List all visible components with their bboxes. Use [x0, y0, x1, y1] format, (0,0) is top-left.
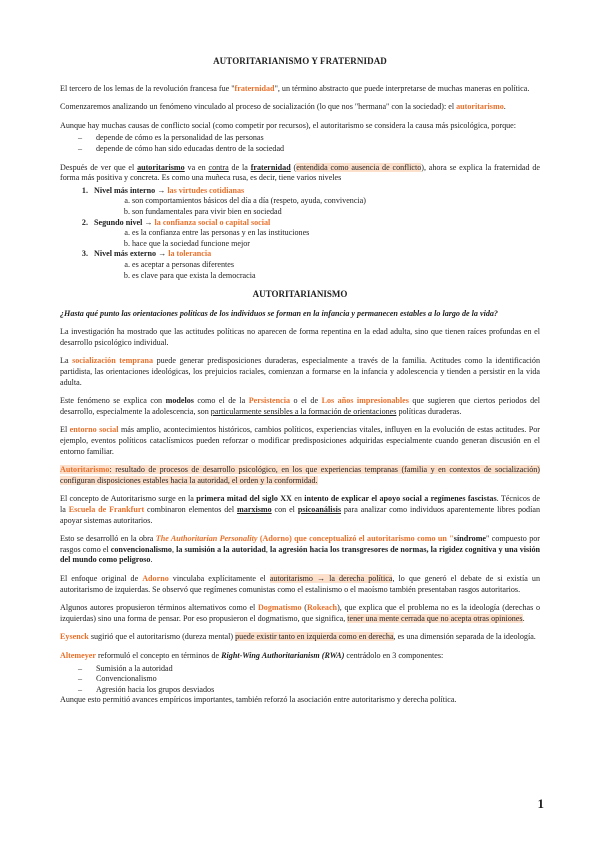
causes-list: [60, 133, 540, 154]
paragraph: [60, 465, 540, 486]
question: ¿Hasta qué punto las orientaciones políticas de los individuos se forman en la infancia y permanecen estables a lo largo de la vida?: [60, 308, 498, 318]
text: Dogmatismo: [257, 603, 302, 613]
text: centrádolo en 3 componentes:: [344, 650, 444, 660]
text: Comenzaremos analizando un fenómeno vinculado al proceso de socialización (lo que nos "hermana" con la sociedad): el: [60, 102, 457, 112]
highlight-fraternidad: fraternidad: [234, 83, 275, 93]
text: .: [522, 613, 525, 623]
text: autoritarismo: [137, 162, 185, 172]
text: Nivel más interno: [94, 185, 156, 195]
level-item: [90, 218, 540, 250]
text: " compuesto por rasgos como el: [60, 534, 540, 554]
text: puede existir tanto en izquierda como en derecha: [235, 632, 394, 642]
text: La: [60, 356, 73, 366]
text: marxismo: [237, 505, 272, 514]
text: puede generar predisposiciones duraderas, especialmente a través de la familia. Actitudes como la identificación partidista, las orientaciones ideológicas, los prejuicios raciales, comienzan a formarse en la infancia y adolescencia y tienden a persistir en la vida adulta.: [60, 356, 541, 387]
intro-paragraph: [60, 84, 540, 95]
paragraph: [60, 651, 540, 662]
text: Altemeyer: [60, 650, 96, 660]
text: sugirió que el autoritarismo (dureza mental): [88, 632, 236, 642]
text: ), que explica que el problema no es la ideología (derechas o izquierdas) sino una forma de pensar. Por eso propusieron el dogmatismo, que significa,: [60, 603, 540, 623]
text: contra: [208, 162, 229, 172]
text: intento de explicar el apoyo social a regímenes fascistas: [304, 494, 497, 504]
text: para analizar como individuos aparentemente libres podían apoyar sistemas autoritarios.: [60, 505, 540, 525]
text: El concepto de Autoritarismo surge en la: [60, 494, 197, 504]
text: que sugieren que ciertos periodos del desarrollo, especialmente la adolescencia, son: [60, 396, 541, 416]
text: políticas duraderas.: [396, 406, 462, 416]
text: la tolerancia: [168, 249, 212, 259]
text: El: [60, 425, 70, 435]
paragraph: [60, 356, 540, 388]
text-highlight: entendida como ausencia de conflicto: [296, 162, 422, 172]
list-item: b. son fundamentales para vivir bien en sociedad: [132, 207, 540, 218]
document-page: [60, 56, 540, 714]
list-item: – Sumisión a la autoridad: [78, 664, 540, 675]
text: (: [301, 603, 307, 613]
text: en: [291, 494, 305, 504]
text: ,: [171, 544, 177, 554]
text: Autoritarismo: [60, 465, 110, 475]
paragraph: [60, 494, 540, 526]
levels-list: [60, 186, 540, 281]
paragraph: [60, 632, 540, 643]
text: modelos: [165, 396, 194, 406]
level-item: [90, 249, 540, 281]
paragraph-socializacion: [60, 102, 540, 113]
text: con el: [271, 505, 298, 514]
text: (: [257, 534, 263, 544]
text: .: [503, 102, 506, 112]
text: particularmente sensibles a la formación de orientaciones: [210, 406, 397, 416]
text: más amplio, acontecimientos históricos, cambios políticos, experiencias vitales, influyen en la evolución de estas actitudes. Por ejemplo, eventos políticos cataclísmicos pueden reforzar o modificar predisposiciones adquiridas especialmente cuando generan discusión en el entorno familiar.: [60, 425, 540, 456]
paragraph: La investigación ha mostrado que las actitudes políticas no aparecen de forma repentina en la edad adulta, sino que tienen raíces profundas en el desarrollo psicológico individual.: [60, 327, 540, 347]
text: El tercero de los lemas de la revolución francesa fue ": [60, 83, 235, 93]
text: ) que conceptualizó el autoritarismo como un ": [289, 534, 454, 544]
list-item: a. es la confianza entre las personas y en las instituciones: [132, 228, 540, 239]
text: entorno social: [69, 425, 119, 435]
text: , lo que generó el debate de si existía un autoritarismo de izquierdas. Se observó que regímenes comunistas como el estalinismo o el maoísmo también presentaban rasgos autoritarios.: [60, 573, 541, 594]
list-item: a. son comportamientos básicos del día a día (respeto, ayuda, convivencia): [132, 196, 540, 207]
text: Algunos autores propusieron términos alternativos como el: [60, 603, 258, 613]
arrow-icon: →: [157, 185, 166, 195]
text: Right-Wing Authoritarianism (RWA): [221, 650, 345, 660]
list-item: – Agresión hacia los grupos desviados: [78, 685, 540, 696]
text: convencionalismo: [110, 544, 172, 554]
text: la sumisión a la autoridad: [176, 544, 266, 554]
list-item: – Convencionalismo: [78, 674, 540, 685]
list-item: a. es aceptar a personas diferentes: [132, 260, 540, 271]
text: las virtudes cotidianas: [167, 185, 245, 195]
text: va en: [184, 162, 209, 172]
text: Segundo nivel: [94, 217, 143, 227]
text: psicoanálisis: [297, 505, 341, 514]
text: Adorno: [262, 534, 290, 544]
text: .: [150, 555, 153, 565]
components-list: [60, 664, 540, 696]
text: . Técnicos de la: [60, 494, 541, 514]
paragraph: [60, 603, 540, 624]
text: tener una mente cerrada que no acepta otras opiniones: [347, 613, 523, 623]
level-item: [90, 186, 540, 218]
text: : resultado de procesos de desarrollo psicológico, en los que experiencias tempranas (familia y en contextos de socialización) configuran disposiciones estables hacia la autoridad, el orden y la conformidad.: [60, 465, 540, 485]
text: , es una dimensión separada de la ideología.: [393, 632, 536, 642]
list-item: b. es clave para que exista la democracia: [132, 271, 540, 282]
text: (: [290, 162, 297, 172]
text: ,: [265, 544, 270, 554]
arrow-icon: →: [144, 217, 153, 227]
text: Después de ver que el: [60, 162, 138, 172]
text: fraternidad: [250, 162, 291, 172]
text: síndrome: [453, 534, 487, 544]
text: Esto se desarrolló en la obra: [60, 534, 156, 544]
paragraph-causas: Aunque hay muchas causas de conflicto social (como competir por recursos), el autoritarismo se considera la causa más psicológica, porque:: [60, 120, 517, 130]
paragraph-fraternidad-niveles: [60, 163, 540, 184]
text: la confianza social o capital social: [154, 217, 271, 227]
text: Rokeach: [306, 603, 338, 613]
paragraph: [60, 396, 540, 417]
text: reformuló el concepto en términos de: [95, 650, 222, 660]
text: la agresión hacia los transgresores de normas, la rigidez cognitiva y una visión del mundo como peligroso: [60, 544, 540, 565]
text: primera mitad del siglo XX: [196, 494, 292, 504]
text: Los años impresionables: [321, 396, 409, 406]
list-item: – depende de cómo han sido educadas dentro de la sociedad: [78, 144, 540, 155]
text: de la: [228, 162, 251, 172]
text: socialización temprana: [72, 356, 154, 366]
text: combinaron elementos del: [144, 505, 238, 514]
section-title: AUTORITARIANISMO: [252, 289, 348, 300]
paragraph: Aunque esto permitió avances empíricos importantes, también reforzó la asociación entre autoritarismo y derecha política.: [60, 695, 457, 705]
list-item: – depende de cómo es la personalidad de las personas: [78, 133, 540, 144]
text: vinculaba explícitamente el: [168, 573, 270, 583]
text: como el de la: [193, 396, 249, 406]
text: The Authoritarian Personality: [155, 534, 258, 544]
text: Eysenck: [60, 632, 89, 642]
paragraph: [60, 574, 540, 595]
text: Nivel más externo: [94, 249, 157, 259]
list-item: b. hace que la sociedad funcione mejor: [132, 239, 540, 250]
highlight-autoritarismo: autoritarismo: [456, 102, 504, 112]
paragraph: [60, 534, 540, 566]
arrow-icon: →: [158, 249, 167, 259]
text: Escuela de Frankfurt: [68, 505, 145, 514]
text: Este fenómeno se explica con: [60, 396, 166, 406]
page-title: AUTORITARIANISMO Y FRATERNIDAD: [213, 56, 387, 66]
page-number: 1: [537, 796, 544, 811]
text: El enfoque original de: [60, 573, 143, 583]
paragraph: [60, 425, 540, 457]
text: o el de: [290, 396, 322, 406]
text: Adorno: [142, 573, 169, 583]
text: ), ahora se explica la fraternidad de forma más positiva y concreta. Es como una muñeca rusa, es decir, tiene varios niveles: [60, 162, 540, 183]
text: ", un término abstracto que puede interpretarse de muchas maneras en política.: [274, 83, 530, 93]
text: Persistencia: [248, 396, 291, 406]
text: autoritarismo → la derecha política: [269, 573, 393, 583]
